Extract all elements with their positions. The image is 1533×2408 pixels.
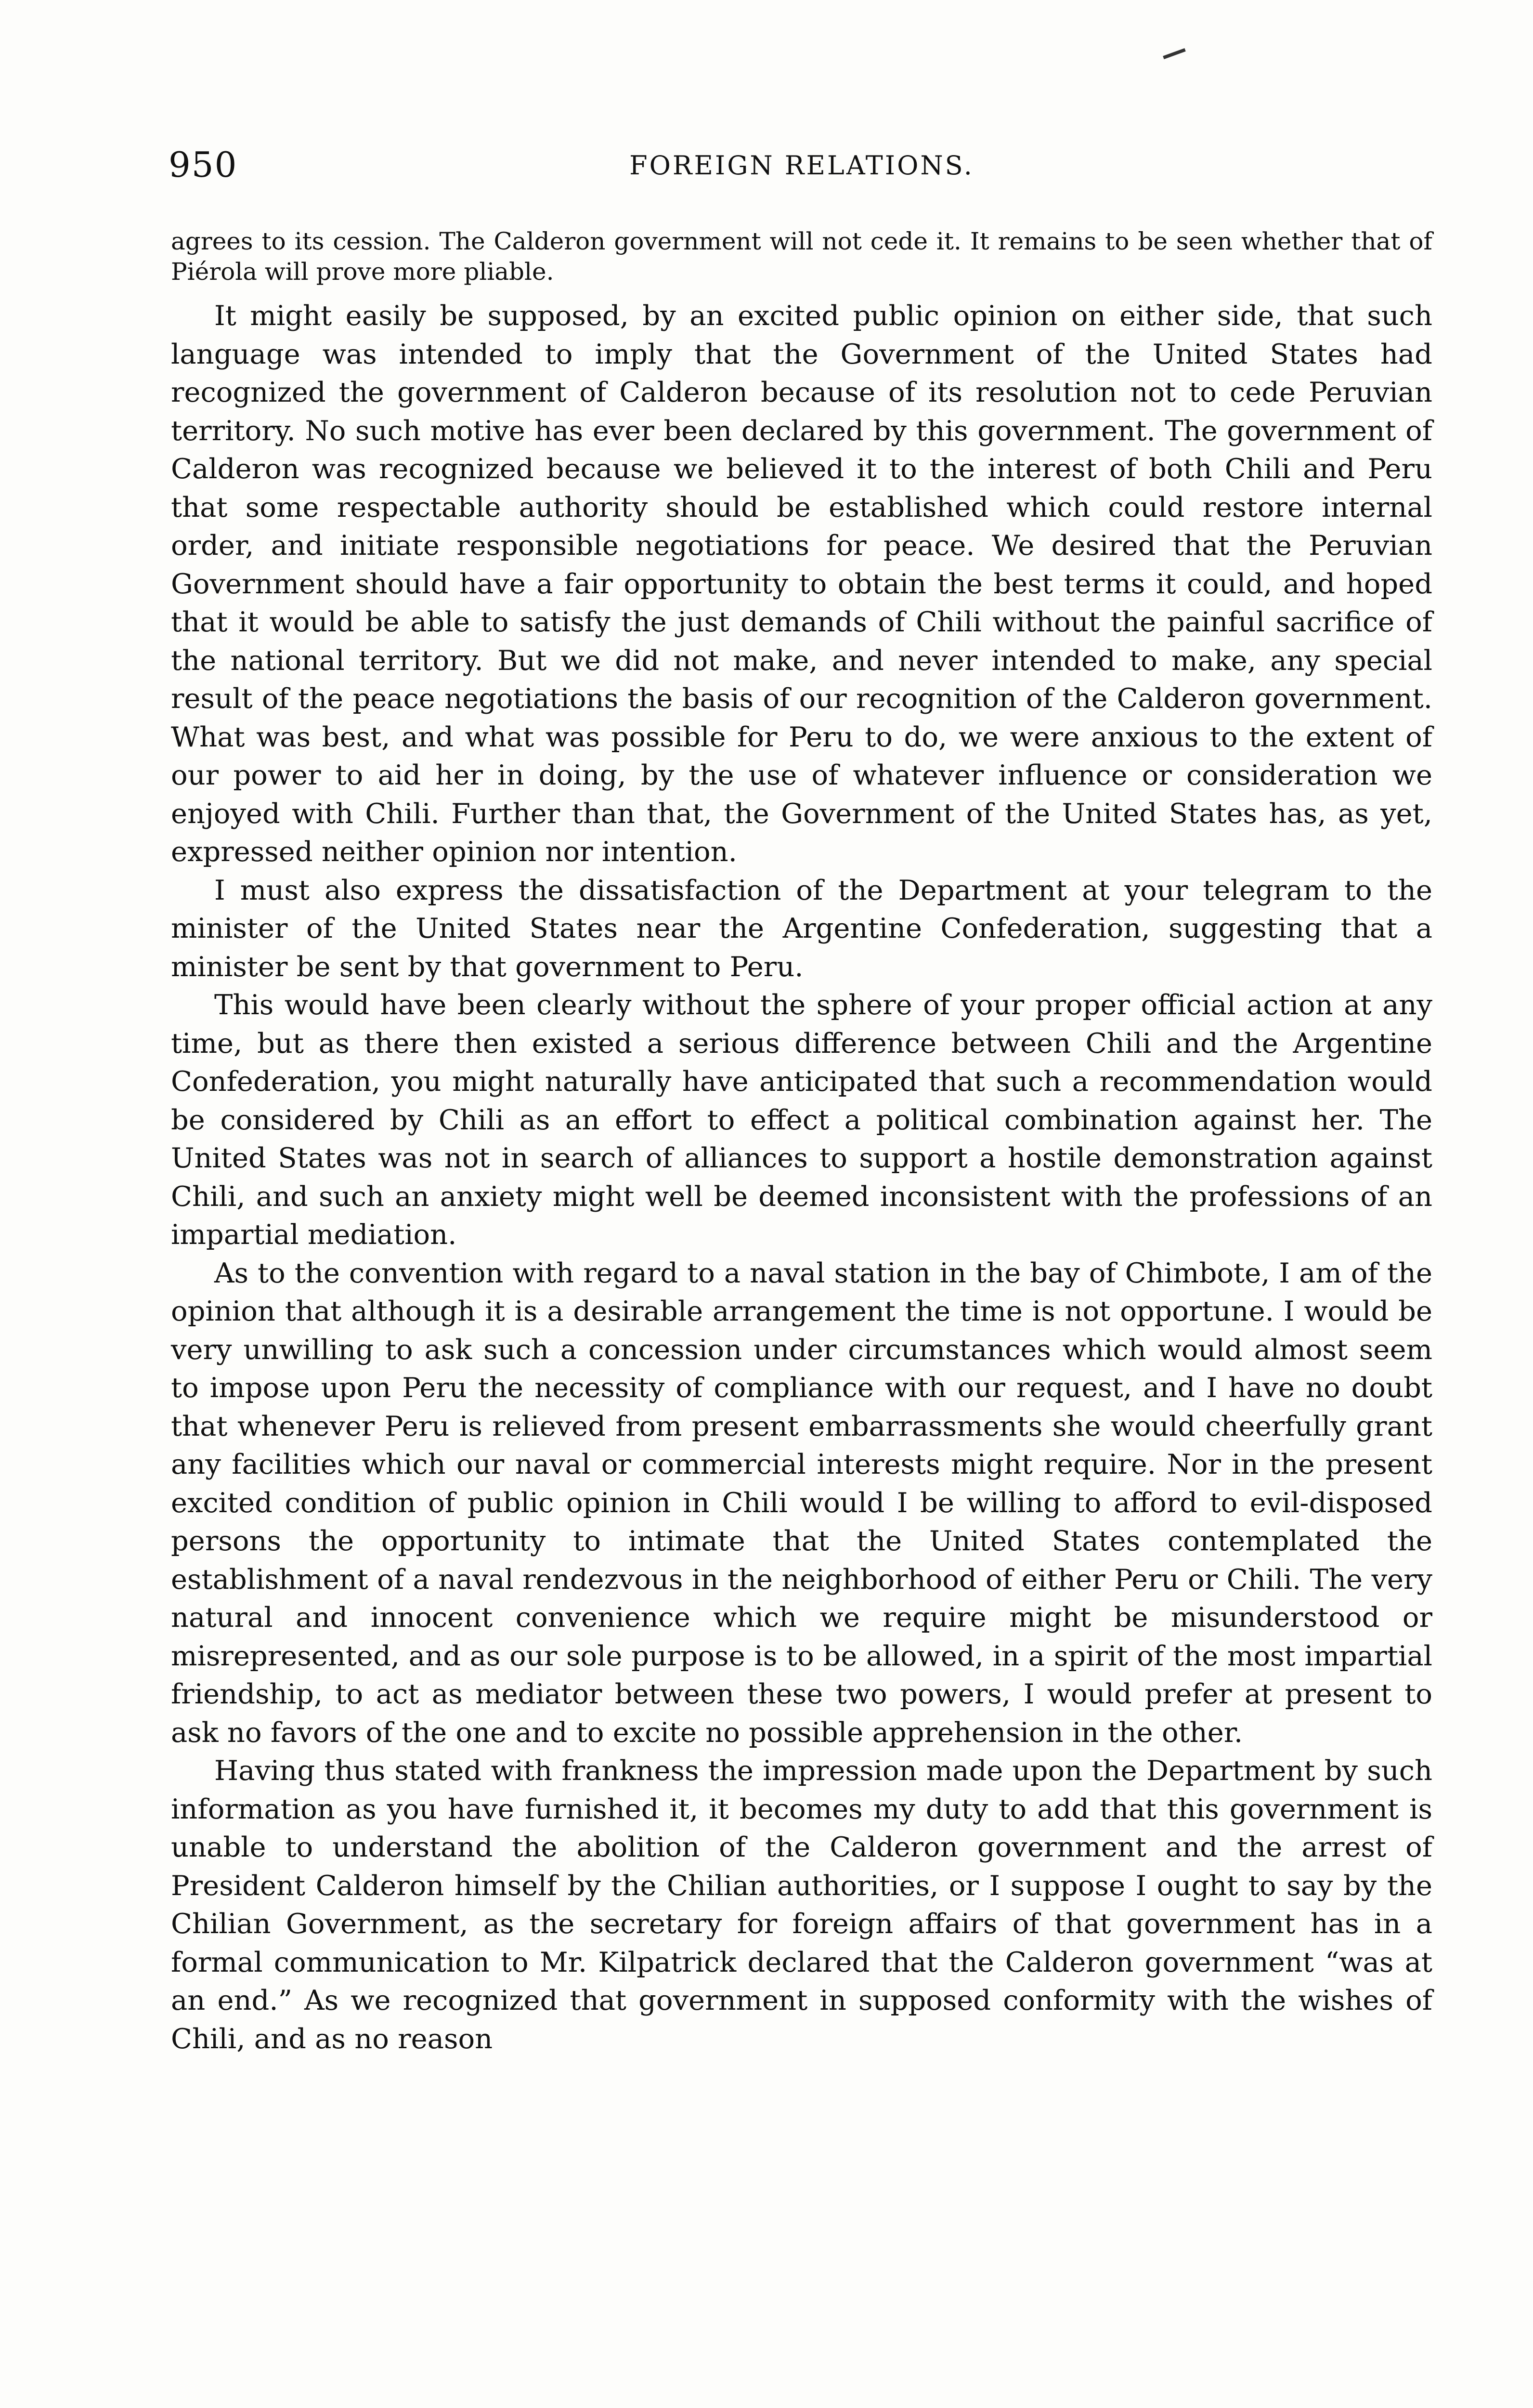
ink-mark	[1163, 48, 1185, 59]
paragraph: It might easily be supposed, by an excited public opinion on either side, that such language was intended to imply that the Government of the United States had recognized the government of Calderon because of its resolution not to cede Peruvian territory. No such motive has ever been declared by this government. The government of Calderon was recognized because we believed it to the interest of both Chili and Peru that some respectable authority should be established which could restore internal order, and initiate responsible negotiations for peace. We desired that the Peruvian Government should have a fair opportunity to obtain the best terms it could, and hoped that it would be able to satisfy the just demands of Chili without the painful sacrifice of the national territory. But we did not make, and never intended to make, any special result of the peace negotiations the basis of our recognition of the Calderon government. What was best, and what was possible for Peru to do, we were anxious to the extent of our power to aid her in doing, by the use of whatever influence or consideration we enjoyed with Chili. Further than that, the Government of the United States has, as yet, expressed neither opinion nor intention.	[171, 300, 1432, 868]
paragraph: Having thus stated with frankness the impression made upon the Department by such information as you have furnished it, it becomes my duty to add that this government is unable to understand the abolition of the Calderon government and the arrest of President Calderon himself by the Chilian authorities, or I suppose I ought to say by the Chilian Government, as the secretary for foreign affairs of that government has in a formal communication to Mr. Kilpatrick declared that the Calderon government “was at an end.” As we recognized that government in supposed conformity with the wishes of Chili, and as no reason	[171, 1754, 1432, 2055]
paragraph: I must also express the dissatisfaction of the Department at your telegram to the minister of the United States near the Argentine Confederation, suggesting that a minister be sent by that government to Peru.	[171, 874, 1432, 983]
page-number: 950	[169, 144, 238, 185]
page-header	[169, 144, 1435, 193]
quoted-passage: agrees to its cession. The Calderon government will not cede it. It remains to be seen whether that of Piérola will prove more pliable.	[171, 227, 1432, 286]
running-head: FOREIGN RELATIONS.	[629, 150, 974, 181]
paragraph: As to the convention with regard to a naval station in the bay of Chimbote, I am of the opinion that although it is a desirable arrangement the time is not opportune. I would be very unwilling to ask such a concession under circumstances which would almost seem to impose upon Peru the necessity of compliance with our request, and I have no doubt that whenever Peru is relieved from present embarrassments she would cheerfully grant any facilities which our naval or commercial interests might require. Nor in the present excited condition of public opinion in Chili would I be willing to afford to evil-disposed persons the opportunity to intimate that the United States contemplated the establishment of a naval rendezvous in the neighborhood of either Peru or Chili. The very natural and innocent convenience which we require might be misunderstood or misrepresented, and as our sole purpose is to be allowed, in a spirit of the most impartial friendship, to act as mediator between these two powers, I would prefer at present to ask no favors of the one and to excite no possible apprehension in the other.	[171, 1256, 1432, 1749]
paragraph: This would have been clearly without the sphere of your proper official action at any time, but as there then existed a serious difference between Chili and the Argentine Confederation, you might naturally have anticipated that such a recommendation would be considered by Chili as an effort to effect a political combination against her. The United States was not in search of alliances to support a hostile demonstration against Chili, and such an anxiety might well be deemed inconsistent with the professions of an impartial mediation.	[171, 989, 1432, 1251]
document-body	[171, 226, 1432, 2058]
